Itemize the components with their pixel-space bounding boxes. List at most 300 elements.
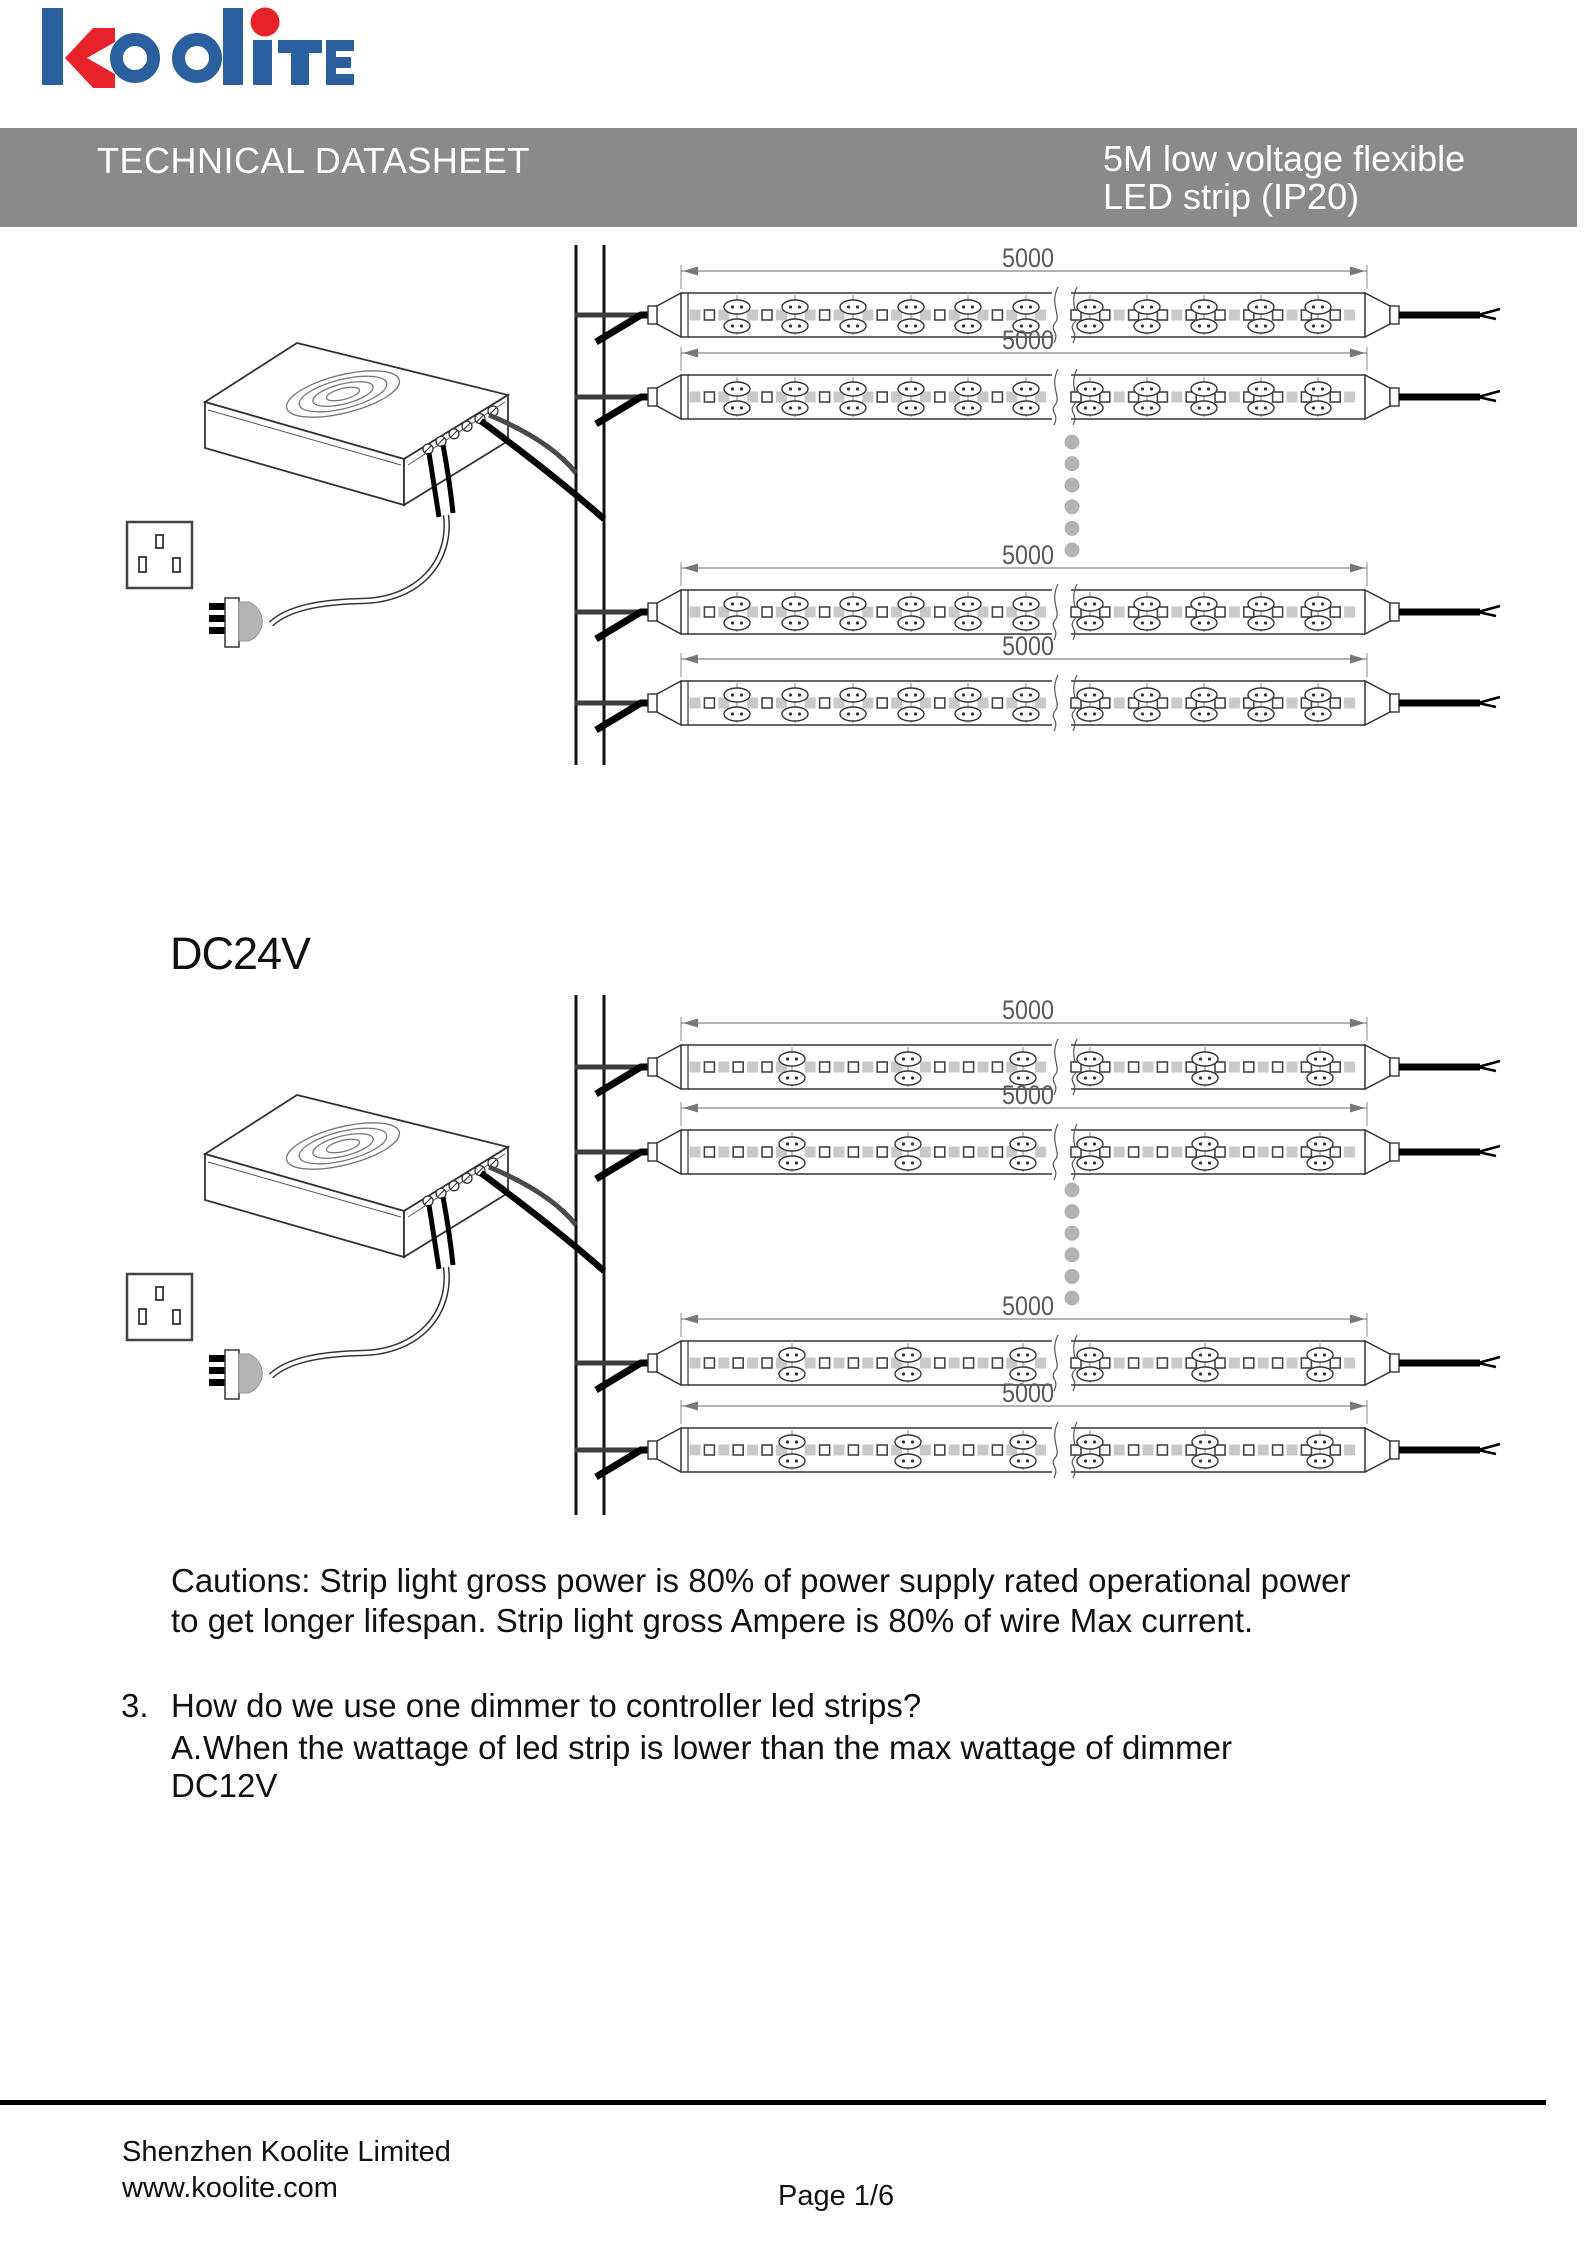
led-chip [834,1147,845,1158]
pad-hole [911,1440,914,1443]
led-chip [1114,1062,1125,1073]
pad-hole [789,387,792,390]
more-strips-ellipsis-dot [1065,456,1080,471]
solder-pad [1305,300,1331,314]
led-chip [949,1358,960,1369]
led-chip [834,1358,845,1369]
solder-pad [1248,688,1274,702]
pad-hole [971,602,974,605]
power-supply [127,1095,604,1399]
led-chip [1035,1445,1046,1456]
solder-pad [1134,382,1160,396]
led-chip [978,1358,989,1369]
solder-pad [1077,1367,1103,1381]
led-chip [1114,698,1125,709]
led-strip-row [575,631,1500,731]
led-chip [1330,310,1340,320]
solder-pad [1013,597,1039,611]
pad-hole [1199,1372,1202,1375]
led-chip [1114,1147,1125,1158]
pad-hole [962,305,965,308]
solder-pad [724,382,750,396]
led-chip [877,1445,887,1455]
solder-pad [724,319,750,333]
led-chip [1100,1358,1110,1368]
pad-hole [1312,621,1315,624]
pad-hole [1207,712,1210,715]
pad-hole [962,693,965,696]
wire-fork [1478,697,1500,703]
led-chip [747,607,758,618]
pad-hole [1321,602,1324,605]
solder-pad [1248,401,1274,415]
dimension-arrow [683,655,698,664]
pad-hole [798,693,801,696]
pad-hole [798,406,801,409]
led-chip [1100,607,1110,617]
solder-pad [1134,300,1160,314]
solder-pad [1248,597,1274,611]
led-chip [1258,1358,1269,1369]
dc12v-wiring-diagram [127,243,1500,765]
connector-nub [1390,1058,1399,1076]
pad-hole [786,1372,789,1375]
solder-pad [840,707,866,721]
solder-pad [898,319,924,333]
pad-hole [789,712,792,715]
led-chip [992,1445,1002,1455]
solder-pad [1134,707,1160,721]
solder-pad [1077,616,1103,630]
pad-hole [856,305,859,308]
pad-hole [1198,602,1201,605]
led-chip [1215,1147,1225,1157]
solder-pad [1307,1348,1333,1362]
led-chip [964,1147,974,1157]
more-strips-ellipsis-dot [1065,435,1080,450]
solder-pad [1192,1454,1218,1468]
led-chip [1035,1147,1046,1158]
pad-hole [1084,1161,1087,1164]
led-chip [1143,1062,1154,1073]
solder-pad [779,1454,805,1468]
led-chip [762,1147,772,1157]
solder-pad [1077,1071,1103,1085]
pad-hole [902,1076,905,1079]
strip-connector [1365,1130,1390,1174]
led-chip [1273,1147,1283,1157]
pad-hole [1321,693,1324,696]
led-chip [1129,1445,1139,1455]
led-chip [978,1445,989,1456]
plug-prong [209,627,225,634]
led-chip [992,310,1002,320]
pad-hole [1150,406,1153,409]
pad-hole [731,693,734,696]
pad-hole [1029,406,1032,409]
pad-hole [911,1142,914,1145]
led-chip [1330,1062,1340,1072]
solder-pad [779,1052,805,1066]
solder-pad [1010,1454,1036,1468]
led-chip [1273,698,1283,708]
pad-hole [1093,1459,1096,1462]
solder-pad [782,707,808,721]
solder-pad [779,1435,805,1449]
pad-hole [1084,602,1087,605]
dimension-arrow [683,1315,698,1324]
pad-hole [1198,324,1201,327]
pad-hole [798,387,801,390]
pad-hole [902,1161,905,1164]
strip-connector [657,375,681,419]
wall-outlet [127,522,192,588]
pad-hole [731,602,734,605]
dimension-arrow [1350,1104,1365,1113]
led-chip [733,1445,743,1455]
pad-hole [1017,1440,1020,1443]
ac-cable [271,1267,447,1376]
led-chip [978,1062,989,1073]
plug-body [225,1350,239,1399]
led-chip [1129,1062,1139,1072]
led-chip [820,1062,830,1072]
led-chip [992,607,1002,617]
led-chip [877,1358,887,1368]
pad-hole [1208,1161,1211,1164]
pad-hole [905,693,908,696]
pad-hole [798,324,801,327]
outlet-slot [173,1310,180,1324]
pad-hole [971,712,974,715]
pad-hole [1323,1142,1326,1145]
solder-pad [779,1156,805,1170]
pad-hole [1141,387,1144,390]
led-chip [747,1147,758,1158]
pad-hole [740,621,743,624]
solder-pad [1013,688,1039,702]
pad-hole [1208,1459,1211,1462]
solder-pad [1305,597,1331,611]
pad-hole [856,406,859,409]
led-chip [1171,1062,1182,1073]
led-chip [877,698,887,708]
more-strips-ellipsis-dot [1065,1226,1080,1241]
pad-hole [1084,693,1087,696]
pad-hole [1084,406,1087,409]
pad-hole [847,387,850,390]
led-chip [762,392,772,402]
more-strips-ellipsis-dot [1065,1204,1080,1219]
pad-hole [795,1459,798,1462]
solder-pad [1010,1052,1036,1066]
led-chip [1035,1358,1046,1369]
led-chip [1330,607,1340,617]
pad-hole [740,305,743,308]
pad-hole [795,1161,798,1164]
solder-pad [724,616,750,630]
dimension-label: 5000 [1002,995,1054,1025]
plug-grip [239,1354,262,1393]
dimension-arrow [683,1402,698,1411]
led-chip [747,698,758,709]
pad-hole [905,406,908,409]
pad-hole [914,324,917,327]
pad-hole [905,621,908,624]
pad-hole [1026,1161,1029,1164]
pad-hole [795,1353,798,1356]
led-chip [1171,1147,1182,1158]
pad-hole [786,1057,789,1060]
solder-pad [1077,1348,1103,1362]
solder-pad [1010,1156,1036,1170]
led-chip [1229,1358,1240,1369]
led-chip [1114,1445,1125,1456]
header-title: TECHNICAL DATASHEET [97,140,530,181]
led-chip [1344,698,1355,709]
pad-hole [789,305,792,308]
solder-pad [1013,300,1039,314]
wire-fork [1478,1444,1500,1450]
led-chip [1258,1062,1269,1073]
led-chip [1157,1062,1167,1072]
strip-connector [1365,375,1390,419]
pad-hole [902,1057,905,1060]
led-chip [1100,310,1110,320]
solder-pad [1305,382,1331,396]
pad-hole [1020,602,1023,605]
led-chip [1143,1358,1154,1369]
led-chip [1330,698,1340,708]
pad-hole [962,621,965,624]
outlet-slot [173,558,180,572]
solder-pad [1307,1435,1333,1449]
connector-nub [1390,1441,1399,1459]
pad-hole [1255,406,1258,409]
led-chip [935,1358,945,1368]
pad-hole [971,693,974,696]
strip-connector [1365,590,1390,634]
solder-pad [1013,401,1039,415]
solder-pad [1192,1137,1218,1151]
wire-fork [1478,612,1496,616]
pad-hole [786,1142,789,1145]
ac-cable [271,515,447,624]
led-chip [920,1445,931,1456]
solder-pad [1077,401,1103,415]
solder-pad [898,382,924,396]
solder-pad [1077,688,1103,702]
dc24v-section-label: DC24V [170,928,311,979]
led-strip-row [575,1378,1500,1478]
pad-hole [1314,1057,1317,1060]
solder-pad [1192,1367,1218,1381]
solder-pad [1248,707,1274,721]
led-chip [935,1147,945,1157]
led-chip [877,310,887,320]
pad-hole [847,324,850,327]
solder-pad [1134,319,1160,333]
led-chip [862,1062,873,1073]
plug-prong [209,1367,225,1374]
led-chip [733,1358,743,1368]
pad-hole [1093,1142,1096,1145]
pad-hole [971,621,974,624]
solder-pad [840,688,866,702]
pad-hole [914,602,917,605]
pad-hole [1208,1372,1211,1375]
pad-hole [1323,1161,1326,1164]
pad-hole [1264,324,1267,327]
solder-pad [1077,597,1103,611]
pad-hole [1314,1142,1317,1145]
solder-pad [782,688,808,702]
led-chip [1330,1147,1340,1157]
strip-connector [657,1045,681,1089]
pad-hole [914,387,917,390]
pad-hole [1150,712,1153,715]
solder-pad [840,616,866,630]
led-chip [1171,607,1182,618]
pad-hole [786,1353,789,1356]
solder-pad [1305,319,1331,333]
wire-fork [1478,1146,1500,1152]
led-chip [762,310,772,320]
led-chip [992,392,1002,402]
pad-hole [914,712,917,715]
pad-hole [905,387,908,390]
pad-hole [786,1459,789,1462]
pad-hole [847,305,850,308]
pad-hole [1264,621,1267,624]
solder-pad [955,300,981,314]
solder-pad [1077,1454,1103,1468]
pad-hole [1198,305,1201,308]
connector-nub [1390,306,1399,324]
pad-hole [962,712,965,715]
solder-pad [898,300,924,314]
pad-hole [847,406,850,409]
led-chip [762,698,772,708]
solder-pad [898,707,924,721]
pad-hole [731,621,734,624]
led-chip [920,1358,931,1369]
pad-hole [1029,602,1032,605]
led-chip [1287,1062,1298,1073]
pad-hole [856,712,859,715]
pad-hole [1017,1057,1020,1060]
more-strips-ellipsis-dot [1065,543,1080,558]
led-chip [920,1147,931,1158]
led-chip [704,310,714,320]
pad-hole [1323,1440,1326,1443]
pad-hole [1093,1372,1096,1375]
led-chip [704,1062,714,1072]
pad-hole [740,406,743,409]
footer-divider [0,2100,1546,2105]
led-chip [1114,310,1125,321]
solder-pad [1134,616,1160,630]
pad-hole [902,1459,905,1462]
led-chip [1344,310,1355,321]
led-chip [690,1147,701,1158]
strip-connector [1365,681,1390,725]
pad-hole [1264,305,1267,308]
pad-hole [1084,1459,1087,1462]
led-chip [935,1445,945,1455]
pad-hole [1084,1142,1087,1145]
pad-hole [971,305,974,308]
pad-hole [786,1440,789,1443]
pad-hole [962,324,965,327]
pad-hole [1207,693,1210,696]
led-chip [949,1445,960,1456]
led-chip [1287,392,1298,403]
more-strips-ellipsis-dot [1065,1247,1080,1262]
solder-pad [840,300,866,314]
led-chip [1100,698,1110,708]
pad-hole [1264,712,1267,715]
footer-page-number: Page 1/6 [778,2180,895,2212]
outlet-slot [156,1287,163,1300]
pad-hole [795,1076,798,1079]
strip-connector [657,590,681,634]
dc24v-wiring-diagram [127,995,1500,1515]
solder-pad [898,401,924,415]
pad-hole [795,1440,798,1443]
pad-hole [1150,324,1153,327]
dimension-label: 5000 [1002,243,1054,273]
pad-hole [1029,305,1032,308]
pad-hole [1264,387,1267,390]
pad-hole [971,324,974,327]
psu-output-wire-black [481,1173,604,1271]
solder-pad [1010,1435,1036,1449]
solder-pad [782,616,808,630]
led-chip [1330,1358,1340,1368]
led-chip [1344,1147,1355,1158]
pad-hole [1141,305,1144,308]
pad-hole [1026,1142,1029,1145]
led-chip [1114,392,1125,403]
led-chip [1129,1147,1139,1157]
led-chip [690,310,701,321]
solder-pad [1307,1156,1333,1170]
power-supply [127,343,604,647]
solder-pad [1307,1071,1333,1085]
solder-pad [1191,707,1217,721]
led-strip-row [575,1080,1500,1180]
pad-hole [911,1459,914,1462]
wire-fork [1478,1067,1496,1071]
led-chip [935,607,945,617]
pad-hole [789,693,792,696]
pad-hole [1150,602,1153,605]
solder-pad [1192,1156,1218,1170]
connector-nub [1390,694,1399,712]
pad-hole [847,621,850,624]
dimension-label: 5000 [1002,540,1054,570]
wire-fork [1478,1152,1496,1156]
pad-hole [1093,1353,1096,1356]
solder-pad [1191,597,1217,611]
pad-hole [1312,324,1315,327]
solder-pad [779,1348,805,1362]
led-chip [690,1445,701,1456]
led-chip [1215,607,1225,617]
pad-hole [740,712,743,715]
led-chip [690,698,701,709]
